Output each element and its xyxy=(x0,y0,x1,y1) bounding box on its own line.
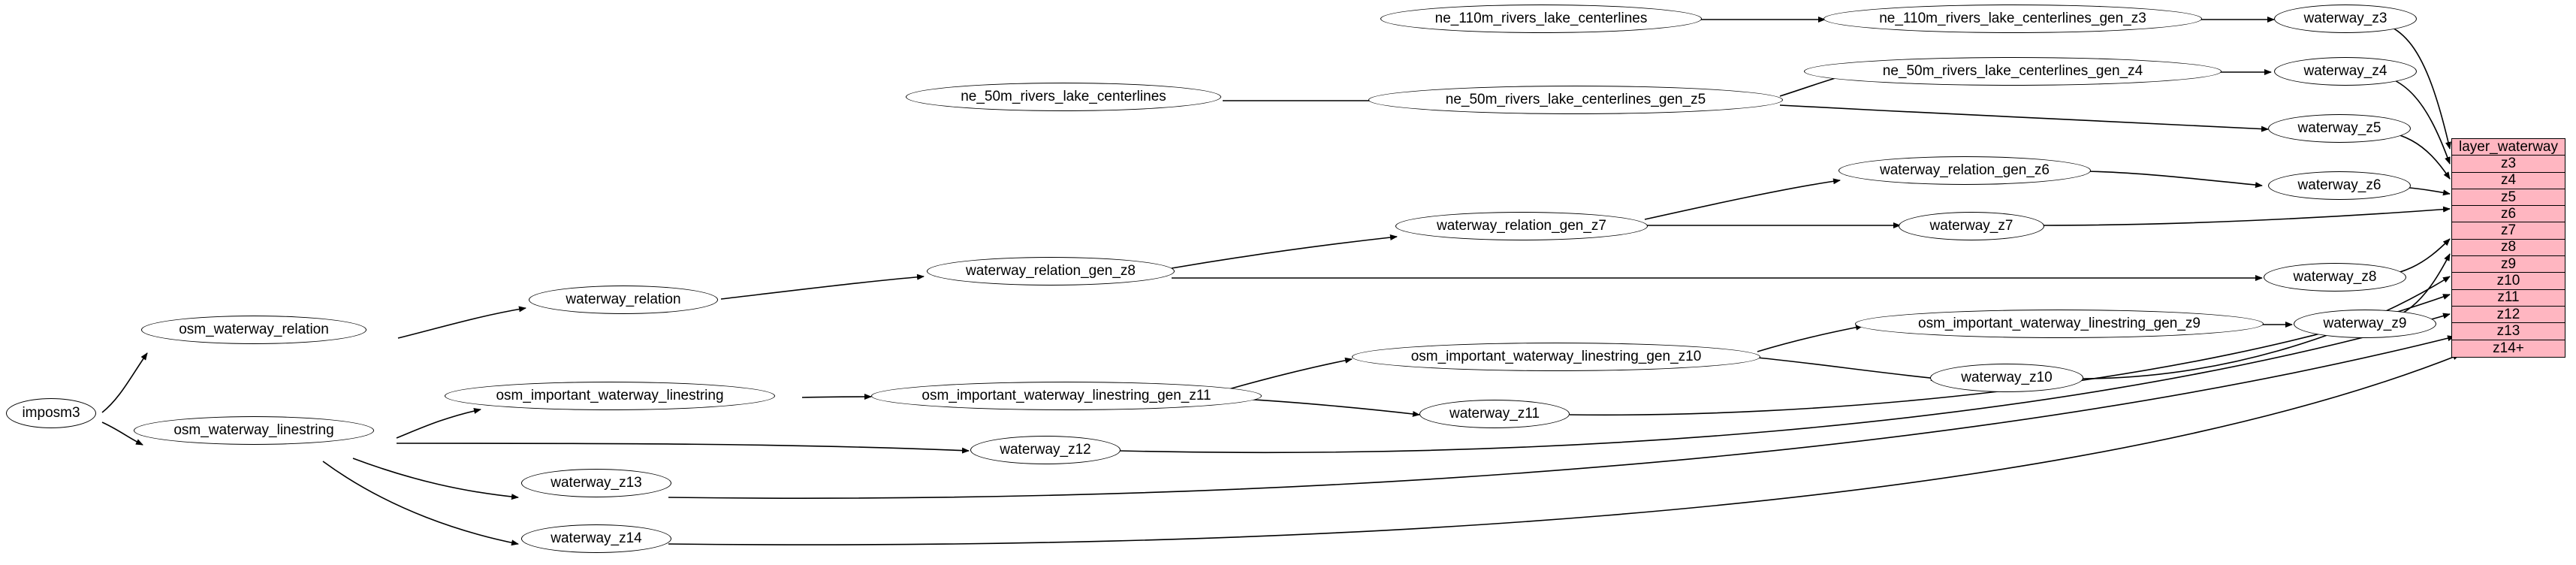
node-label: imposm3 xyxy=(22,405,80,421)
node-label: waterway_z3 xyxy=(2303,11,2387,26)
node-waterway-z13[interactable] xyxy=(521,469,671,497)
node-label: waterway_z13 xyxy=(550,475,642,491)
legend-row-z8[interactable]: z8 xyxy=(2452,240,2565,256)
node-waterway-z12[interactable] xyxy=(970,436,1121,464)
node-waterway-z10[interactable] xyxy=(1930,364,2083,392)
node-label: osm_waterway_relation xyxy=(179,322,329,337)
node-label: waterway_relation_gen_z7 xyxy=(1436,218,1607,234)
node-ne-50m-rivers-lake-centerlines-gen-z4[interactable] xyxy=(1804,57,2222,86)
node-label: osm_important_waterway_linestring_gen_z9 xyxy=(1918,316,2200,331)
node-waterway-z11[interactable] xyxy=(1419,400,1570,428)
legend-row-z5[interactable]: z5 xyxy=(2452,189,2565,206)
node-label: waterway_z9 xyxy=(2323,316,2407,331)
legend-row-z4[interactable]: z4 xyxy=(2452,173,2565,189)
node-label: waterway_z7 xyxy=(1929,218,2013,234)
node-label: waterway_relation xyxy=(566,292,681,307)
node-label: osm_waterway_linestring xyxy=(173,422,334,438)
node-waterway-z8[interactable] xyxy=(2264,263,2406,292)
node-waterway-z7[interactable] xyxy=(1899,212,2044,240)
legend-title: layer_waterway xyxy=(2452,139,2565,156)
legend-row-z14[interactable]: z14+ xyxy=(2493,340,2524,356)
legend-row-z10[interactable]: z10 xyxy=(2452,273,2565,289)
node-label: ne_50m_rivers_lake_centerlines_gen_z4 xyxy=(1882,63,2143,79)
node-label: osm_important_waterway_linestring_gen_z10 xyxy=(1410,349,1702,364)
node-ne-50m-rivers-lake-centerlines[interactable] xyxy=(906,83,1221,111)
node-label: ne_50m_rivers_lake_centerlines xyxy=(961,89,1166,104)
legend-row-z12[interactable]: z12 xyxy=(2452,307,2565,323)
node-osm-waterway-relation[interactable] xyxy=(141,316,366,344)
node-waterway-relation-gen-z8[interactable] xyxy=(927,257,1175,286)
node-label: waterway_z14 xyxy=(550,530,642,546)
legend-row-z9[interactable]: z9 xyxy=(2452,256,2565,273)
node-osm-important-waterway-linestring-gen-z9[interactable] xyxy=(1855,310,2264,338)
node-waterway-z4[interactable] xyxy=(2274,57,2417,86)
legend-layer-waterway[interactable] xyxy=(2451,138,2565,358)
node-waterway-relation-gen-z6[interactable] xyxy=(1838,156,2091,185)
node-label: osm_important_waterway_linestring_gen_z11 xyxy=(922,388,1211,403)
legend-row-z7[interactable]: z7 xyxy=(2452,222,2565,239)
node-label: waterway_relation_gen_z6 xyxy=(1879,162,2050,178)
node-ne-110m-rivers-lake-centerlines-gen-z3[interactable] xyxy=(1823,5,2202,33)
node-waterway-relation[interactable] xyxy=(529,286,718,314)
node-ne-50m-rivers-lake-centerlines-gen-z5[interactable] xyxy=(1368,86,1783,114)
node-label: waterway_z12 xyxy=(1000,442,1091,458)
node-waterway-z3[interactable] xyxy=(2274,5,2417,33)
node-label: ne_50m_rivers_lake_centerlines_gen_z5 xyxy=(1445,92,1706,107)
node-osm-waterway-linestring[interactable] xyxy=(134,416,374,445)
node-label: ne_110m_rivers_lake_centerlines_gen_z3 xyxy=(1879,11,2146,26)
node-label: waterway_z5 xyxy=(2297,120,2381,136)
legend-row-z3[interactable]: z3 xyxy=(2452,156,2565,172)
node-waterway-z6[interactable] xyxy=(2268,171,2411,200)
node-label: waterway_z6 xyxy=(2297,177,2381,193)
legend-row-z6[interactable]: z6 xyxy=(2452,206,2565,222)
node-label: waterway_z4 xyxy=(2303,63,2387,79)
node-osm-important-waterway-linestring-gen-z11[interactable] xyxy=(871,382,1262,410)
node-label: ne_110m_rivers_lake_centerlines xyxy=(1434,11,1648,26)
legend-row-z11[interactable]: z11 xyxy=(2452,290,2565,307)
node-label: waterway_z8 xyxy=(2293,269,2377,285)
node-waterway-z9[interactable] xyxy=(2294,310,2436,338)
node-label: waterway_z10 xyxy=(1961,370,2053,385)
node-waterway-z5[interactable] xyxy=(2268,114,2411,143)
node-label: waterway_relation_gen_z8 xyxy=(965,263,1136,279)
node-ne-110m-rivers-lake-centerlines[interactable] xyxy=(1380,5,1702,33)
node-label: waterway_z11 xyxy=(1449,406,1540,421)
node-osm-important-waterway-linestring[interactable] xyxy=(445,382,775,410)
node-imposm3[interactable] xyxy=(6,398,96,428)
node-waterway-relation-gen-z7[interactable] xyxy=(1395,212,1648,240)
legend-row-z13[interactable]: z13 xyxy=(2452,323,2565,340)
node-label: osm_important_waterway_linestring xyxy=(496,388,724,403)
node-waterway-z14[interactable] xyxy=(521,524,671,553)
node-osm-important-waterway-linestring-gen-z10[interactable] xyxy=(1352,343,1760,371)
